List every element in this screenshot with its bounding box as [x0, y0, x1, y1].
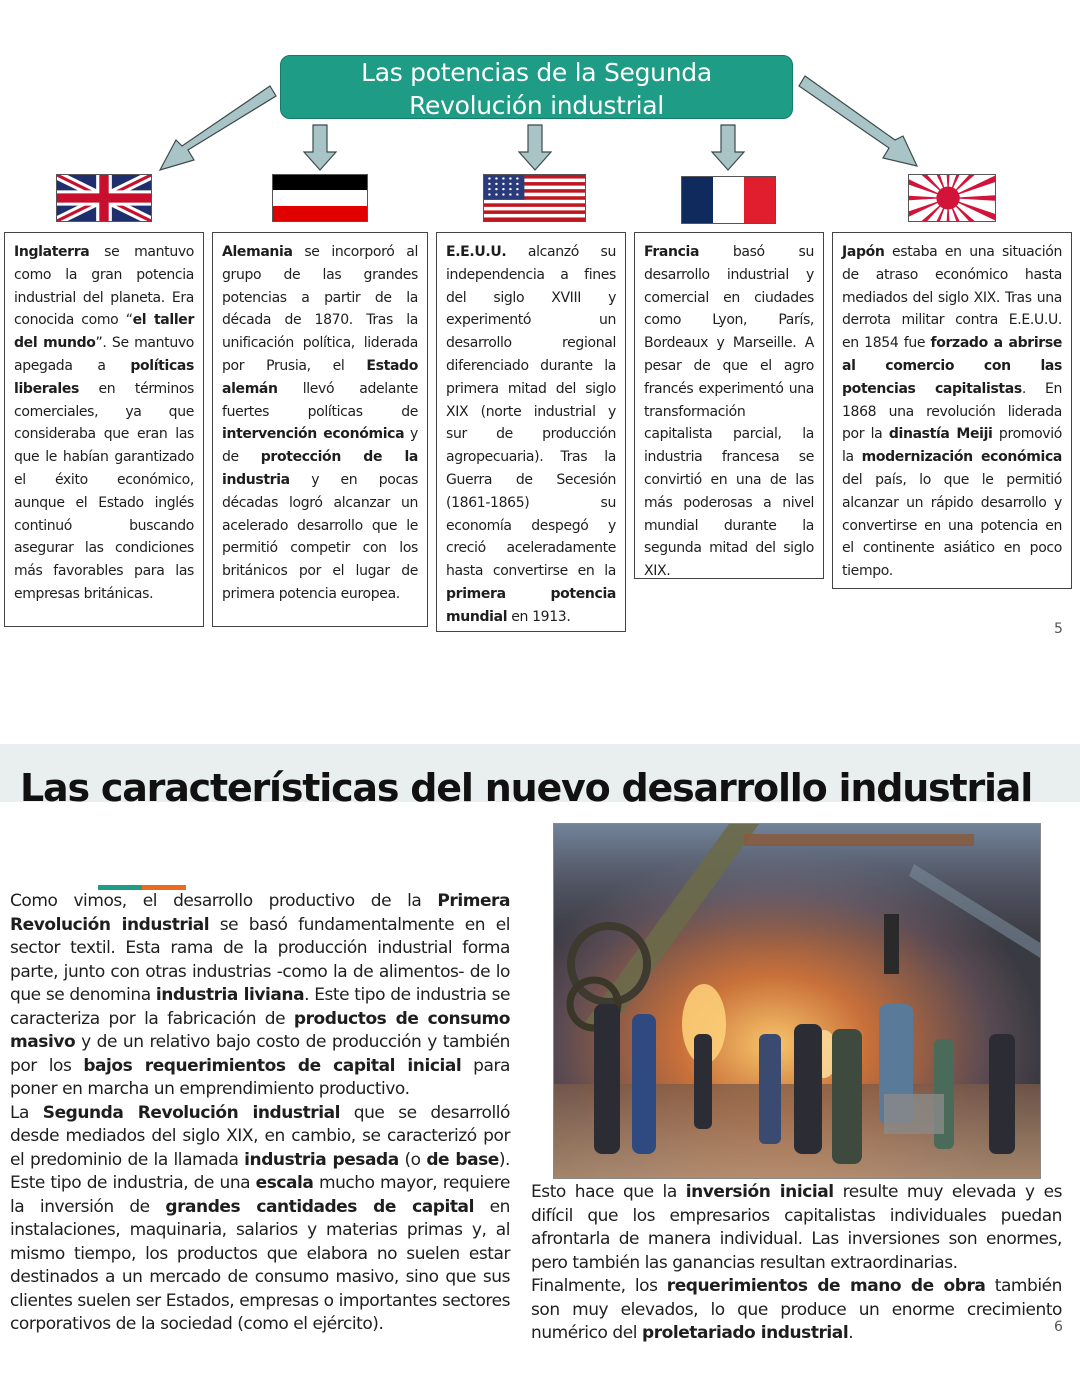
bold-term: industria liviana [155, 985, 305, 1005]
japan-rising-sun-flag-icon [908, 174, 996, 222]
arrow-down-icon [518, 124, 552, 172]
bold-term: Inglaterra [14, 244, 90, 260]
arrow-down-icon [303, 124, 337, 172]
diagram-title-line-1: Las potencias de la Segunda [361, 58, 712, 87]
bold-term: inversión inicial [685, 1182, 834, 1202]
german-empire-flag-icon [272, 174, 368, 222]
bold-term: dinastía Meiji [888, 426, 993, 443]
right-column-text [531, 1181, 1062, 1346]
diagram-title-box [280, 55, 793, 119]
bold-term: Segunda Revolución industrial [42, 1102, 340, 1123]
bold-term: escala [255, 1173, 314, 1193]
paragraph: Finalmente, los requerimientos de mano de obra también son muy elevados, lo que produce un enorme crecimiento numérico del proletariado industrial. [531, 1276, 1062, 1343]
bold-term: industria pesada [244, 1149, 399, 1170]
france-flag-icon [681, 176, 776, 224]
bold-term: Japón [842, 244, 885, 260]
country-box-inglaterra: Inglaterra se mantuvo como la gran potencia industrial del planeta. Era conocida como “el taller del mundo”. Se mantuvo apegada a políticas liberales en términos comerciales, ya que consideraba que eran las que le habían garantizado el éxito económico, aunque el Estado inglés continuó buscando asegurar las condiciones más favorables para las empresas británicas. [4, 232, 204, 627]
country-box-eeuu: E.E.U.U. alcanzó su independencia a fines del siglo XVIII y experimentó un desarrollo regional diferenciado durante la primera mitad del siglo XIX (norte industrial y sur de producción agropecuaria). Tras la Guerra de Secesión (1861-1865) su economía despegó y creció aceleradamente hasta convertirse en la primera potencia mundial en 1913. [436, 232, 626, 632]
bold-term: Francia [644, 244, 700, 260]
page-number: 6 [1054, 1319, 1063, 1335]
bold-term: de base [426, 1149, 499, 1170]
bold-term: grandes cantidades de capital [165, 1196, 474, 1217]
bold-term: intervención económica [222, 426, 405, 443]
country-box-japon: Japón estaba en una situación de atraso económico hasta mediados del siglo XIX. Tras una derrota militar contra E.E.U.U. en 1854 fue forzado a abrirse al comercio con las potencias capitalistas. En 1868 una revolución liderada por la dinastía Meiji promovió la modernización económica del país, lo que le permitió alcanzar un rápido desarrollo y convertirse en una potencia en el continente asiático en poco tiempo. [832, 232, 1072, 589]
arrow-down-left-icon [158, 84, 278, 174]
diagram-title-line-2: Revolución industrial [409, 91, 664, 120]
paragraph: Como vimos, el desarrollo productivo de la Primera Revolución industrial se basó fundamentalmente en el sector textil. Esta rama de la producción industrial forma parte, junto con otras industrias -como la de alimentos- de lo que se denomina industria liviana. Este tipo de industria se caracteriza por la fabricación de productos de consumo masivo y de un relativo bajo costo de producción y también por los bajos requerimientos de capital inicial para poner en marcha un emprendimiento productivo. [10, 891, 511, 1099]
bold-term: forzado a abrirse al comercio con las potencias capitalistas [842, 335, 1062, 397]
foundry-workers-painting-image [553, 823, 1041, 1179]
page-heading: Las características del nuevo desarrollo industrial [20, 766, 1033, 810]
country-box-francia: Francia basó su desarrollo industrial y comercial en ciudades como Lyon, París, Bordeaux y Marseille. A pesar de que el agro francés experimentó una transformación capitalista parcial, la industria francesa se convirtió en una de las más poderosas a nivel mundial durante la segunda mitad del siglo XIX. [634, 232, 824, 579]
paragraph: La Segunda Revolución industrial que se desarrolló desde mediados del siglo XIX, en cambio, se caracterizó por el predominio de la llamada industria pesada (o de base). Este tipo de industria, de una escala mucho mayor, requiere la inversión de grandes cantidades de capital en instalaciones, maquinaria, salarios y materias primas y, al mismo tiempo, los productos que elabora no suelen estar destinados a un mercado de consumo masivo, sino que sus clientes suelen ser Estados, empresas o importantes sectores corporativos de la sociedad (como el ejército). [10, 1102, 511, 1334]
left-column-text [10, 890, 510, 1337]
arrow-down-right-icon [797, 74, 921, 170]
bold-term: requerimientos de mano de obra [666, 1276, 986, 1296]
bold-term: productos de consumo masivo [10, 1008, 510, 1052]
bold-term: modernización económica [861, 449, 1062, 466]
bold-term: primera potencia mundial [446, 585, 616, 625]
bold-term: Primera Revolución industrial [10, 891, 510, 935]
bold-term: políticas liberales [14, 357, 194, 397]
bold-term: Alemania [222, 244, 293, 260]
paragraph: Esto hace que la inversión inicial resulte muy elevada y es difícil que los empresarios capitalistas individuales puedan afrontarla de manera individual. Las inversiones son enormes, pero también las ganancias resultan extraordinarias. [531, 1182, 1062, 1273]
bold-term: bajos requerimientos de capital inicial [83, 1055, 462, 1076]
country-box-alemania: Alemania se incorporó al grupo de las grandes potencias a partir de la década de 1870. Tras la unificación política, liderada por Prusia, el Estado alemán llevó adelante fuertes políticas de intervención económica y de protección de la industria y en pocas décadas logró alcanzar un acelerado desarrollo que le permitió competir con los británicos por el lugar de primera potencia europea. [212, 232, 428, 627]
bold-term: E.E.U.U. [446, 244, 507, 260]
bold-term: protección de la industria [222, 449, 419, 488]
usa-flag-icon [483, 174, 586, 222]
uk-flag-icon [56, 174, 152, 222]
page-number: 5 [1054, 621, 1063, 637]
bold-term: proletariado industrial [641, 1323, 849, 1343]
bold-term: Estado alemán [222, 357, 418, 397]
arrow-down-icon [711, 124, 745, 172]
bold-term: el taller del mundo [14, 312, 195, 352]
page-6 [0, 744, 1080, 1397]
